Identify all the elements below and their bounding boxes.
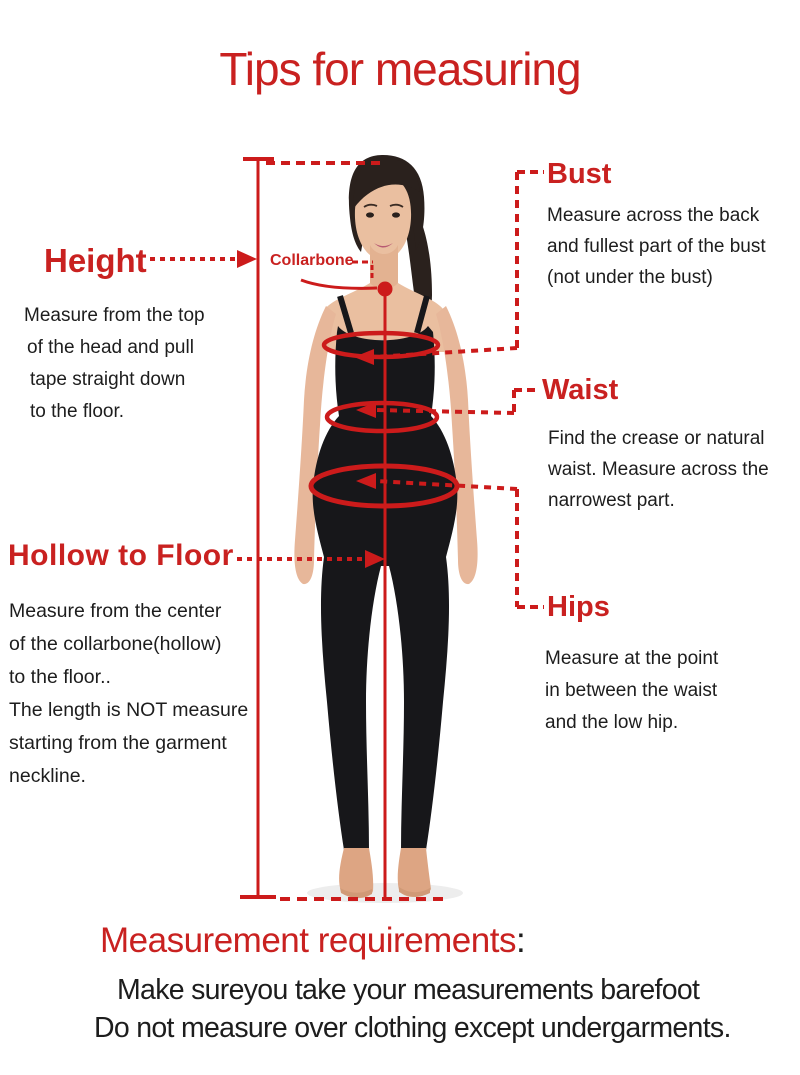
collarbone-dot: [378, 282, 393, 297]
hips-description: [545, 643, 718, 739]
bust-description-line: Measure across the back: [547, 205, 760, 226]
h2f-description-line: Measure from the center: [9, 600, 222, 622]
collarbone-label: Collarbone: [270, 252, 354, 269]
waist-description-line: narrowest part.: [548, 490, 675, 511]
h2f-description-line: to the floor..: [9, 666, 111, 688]
page-title: Tips for measuring: [219, 43, 581, 95]
requirements-heading-colon: :: [515, 921, 526, 960]
height-description: [24, 300, 205, 428]
bust-description-line: and fullest part of the bust: [547, 236, 766, 257]
height-arrowhead: [237, 250, 257, 268]
waist-label: Waist: [542, 374, 619, 406]
hips-description-line: in between the waist: [545, 680, 718, 701]
height-description-line: Measure from the top: [24, 305, 205, 326]
requirements-line: Do not measure over clothing except undergarments.: [94, 1012, 731, 1044]
hollow-to-floor-label: Hollow to Floor: [8, 539, 234, 572]
hips-label: Hips: [547, 591, 610, 623]
right-eye: [392, 212, 400, 217]
requirements-heading-text: Measurement requirements: [100, 921, 516, 960]
left-eye: [366, 212, 374, 217]
height-description-line: tape straight down: [30, 369, 186, 390]
height-description-line: to the floor.: [30, 401, 125, 422]
hips-description-line: and the low hip.: [545, 712, 679, 733]
h2f-description-line: starting from the garment: [9, 732, 227, 754]
requirements-heading: [100, 921, 525, 961]
hips-description-line: Measure at the point: [545, 648, 719, 669]
h2f-description-line: of the collarbone(hollow): [9, 633, 222, 655]
h2f-description-line: neckline.: [9, 765, 86, 787]
waist-description-line: Find the crease or natural: [548, 428, 765, 449]
bust-label: Bust: [547, 158, 612, 190]
height-description-line: of the head and pull: [27, 337, 194, 358]
collarbone-bracket: [301, 280, 377, 288]
h2f-description-line: The length is NOT measure: [9, 699, 249, 721]
waist-description: [548, 423, 769, 516]
bust-description-line: (not under the bust): [547, 267, 713, 288]
height-label: Height: [44, 242, 147, 279]
requirements-line: Make sureyou take your measurements barefoot: [117, 974, 700, 1006]
waist-description-line: waist. Measure across the: [548, 459, 769, 480]
hollow-to-floor-description: [9, 595, 248, 793]
bust-description: [547, 200, 766, 293]
